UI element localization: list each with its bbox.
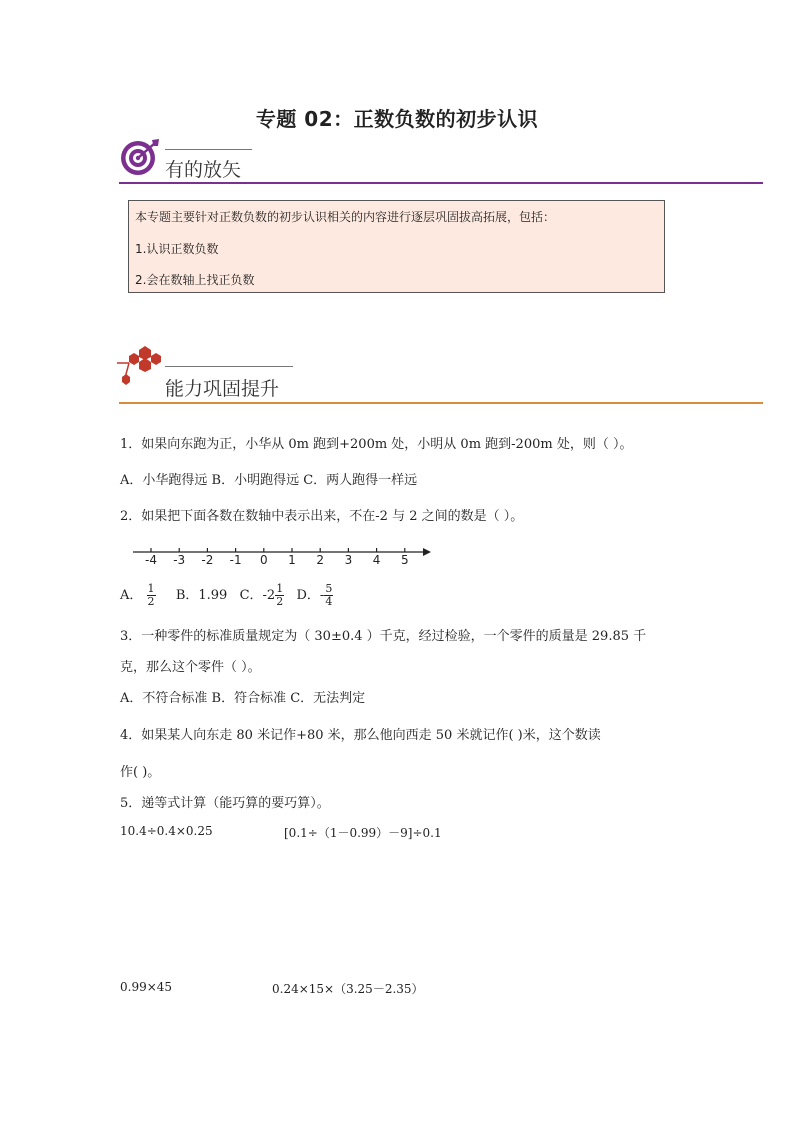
section2-heading: 能力巩固提升 xyxy=(165,378,280,400)
option-c-prefix: C．-2 xyxy=(239,588,276,603)
number-line xyxy=(133,540,433,570)
section2-heading-rule xyxy=(165,366,293,367)
section1-heading: 有的放矢 xyxy=(165,159,242,181)
expression-1: 10.4÷0.4×0.25 xyxy=(120,824,213,838)
objective-item-1: 1.认识正数负数 xyxy=(135,242,219,256)
section1-divider xyxy=(119,182,763,184)
question-3-line-1: 3．一种零件的标准质量规定为（ 30±0.4 ）千克，经过检验，一个零件的质量是 29.85 千 xyxy=(120,629,647,644)
section1-heading-rule xyxy=(165,149,252,150)
option-a-numerator: 1 xyxy=(147,582,155,595)
option-c-fraction xyxy=(275,583,284,608)
option-d-denominator: 4 xyxy=(325,595,333,608)
hexagon-icon xyxy=(117,345,163,387)
objective-item-2: 2.会在数轴上找正负数 xyxy=(135,273,255,287)
question-1: 1．如果向东跑为正，小华从 0m 跑到+200m 处，小明从 0m 跑到-200m 处，则（ ）。 xyxy=(120,437,633,452)
target-icon xyxy=(119,137,161,179)
number-line-label: 1 xyxy=(288,553,296,567)
option-a-prefix: A． xyxy=(120,588,143,603)
question-2-options xyxy=(120,583,333,608)
number-line-label: -4 xyxy=(145,553,157,567)
number-line-label: 3 xyxy=(344,553,353,567)
question-5: 5．递等式计算（能巧算的要巧算）。 xyxy=(120,796,330,811)
objectives-intro: 本专题主要针对正数负数的初步认识相关的内容进行逐层巩固拔高拓展，包括： xyxy=(135,210,556,224)
number-line-label: -3 xyxy=(173,553,186,567)
number-line-label: 0 xyxy=(259,553,268,567)
option-a-fraction xyxy=(147,583,156,608)
number-line-label: 2 xyxy=(316,553,324,567)
number-line-label: 4 xyxy=(372,553,381,567)
number-line-label: -1 xyxy=(229,553,242,567)
question-1-options: A．小华跑得远 B．小明跑得远 C．两人跑得一样远 xyxy=(120,473,418,488)
number-line-label: -2 xyxy=(201,553,214,567)
expression-4: 0.24×15×（3.25－2.35） xyxy=(272,982,424,996)
option-c-numerator: 1 xyxy=(276,582,284,595)
expression-3: 0.99×45 xyxy=(120,980,173,994)
option-b: B．1.99 xyxy=(175,588,228,603)
number-line-label: 5 xyxy=(400,553,409,567)
question-3-options: A．不符合标准 B．符合标准 C．无法判定 xyxy=(120,691,366,706)
question-3-line-2: 克，那么这个零件（ ）。 xyxy=(120,660,261,675)
page-title: 专题 02：正数负数的初步认识 xyxy=(255,107,539,131)
section2-divider xyxy=(119,402,763,404)
option-d-numerator: 5 xyxy=(325,582,333,595)
question-4-line-1: 4．如果某人向东走 80 米记作+80 米，那么他向西走 50 米就记作( )米，这个数读 xyxy=(120,728,601,743)
option-a-denominator: 2 xyxy=(147,595,155,608)
option-d-prefix: D．- xyxy=(296,588,325,603)
expression-2: [0.1÷（1－0.99）－9]÷0.1 xyxy=(284,826,442,840)
question-2: 2．如果把下面各数在数轴中表示出来，不在-2 与 2 之间的数是（ ）。 xyxy=(120,509,524,524)
question-4-line-2: 作( )。 xyxy=(120,765,161,780)
option-d-fraction xyxy=(324,583,333,608)
option-c-denominator: 2 xyxy=(276,595,284,608)
objectives-box xyxy=(128,200,665,293)
